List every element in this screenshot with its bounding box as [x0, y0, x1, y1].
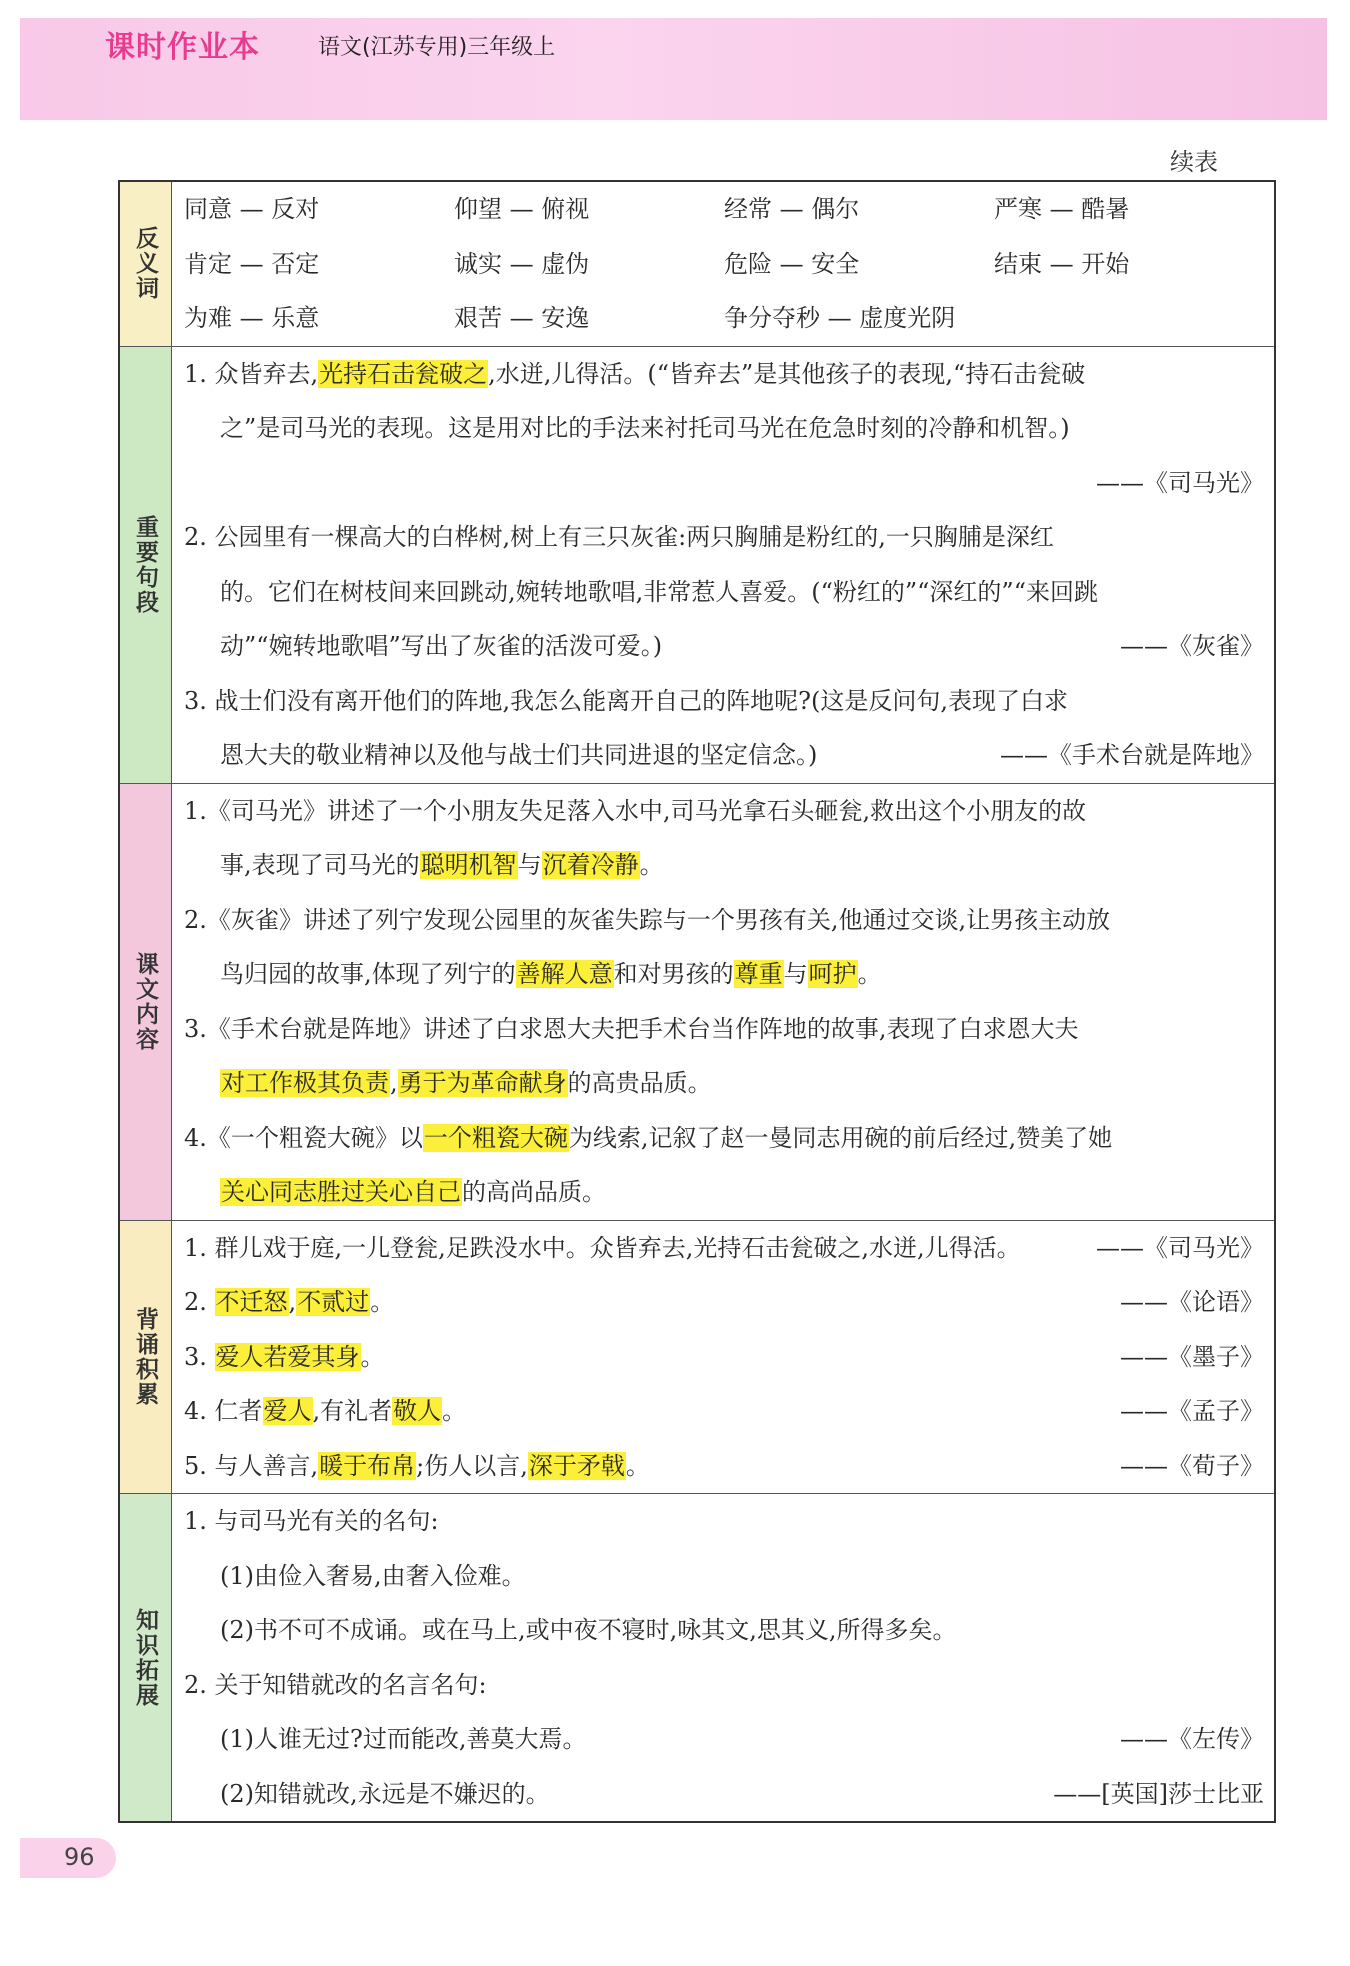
- highlight-text: 聪明机智: [420, 851, 517, 879]
- text: 1. 群儿戏于庭,一儿登瓮,足跌没水中。众皆弃去,光持石击瓮破之,水迸,儿得活。: [184, 1233, 1021, 1262]
- antonym-pair: 艰苦 — 安逸: [454, 304, 590, 332]
- sentence-line: [184, 728, 1264, 783]
- highlight-text: 沉着冷静: [542, 851, 639, 879]
- text: 2.: [184, 1288, 207, 1316]
- texts-row: [120, 784, 1274, 1221]
- sentence-line: 2. 公园里有一棵高大的白桦树,树上有三只灰雀:两只胸脯是粉红的,一只胸脯是深红: [184, 523, 1054, 551]
- sentence-line: [184, 619, 1264, 674]
- highlight-text: 勇于为革命献身: [398, 1069, 567, 1097]
- sentence-line: [184, 347, 1264, 402]
- text: 4.《一个粗瓷大碗》以: [184, 1123, 423, 1152]
- antonym-pair: 为难 — 乐意: [184, 304, 320, 332]
- category-label: 重要句段: [132, 514, 158, 615]
- highlight-text: 尊重: [734, 960, 783, 988]
- category-label: 背诵积累: [132, 1306, 158, 1407]
- text: 。: [360, 1342, 385, 1371]
- antonym-pair: 同意 — 反对: [184, 195, 320, 223]
- antonym-pair: 危险 — 安全: [724, 249, 860, 278]
- text: (1)人谁无过?过而能改,善莫大焉。: [220, 1725, 587, 1753]
- antonym-pair: 结束 — 开始: [994, 249, 1130, 278]
- highlight-text: 敬人: [393, 1397, 442, 1425]
- sentence-line: 的。它们在树枝间来回跳动,婉转地歌唱,非常惹人喜爱。(“粉红的”“深红的”“来回跳: [220, 577, 1098, 606]
- text: 。: [639, 851, 664, 879]
- extension-line: (1)由俭入奢易,由奢入俭难。: [220, 1561, 526, 1590]
- text: 与: [783, 960, 808, 988]
- antonyms-row: [120, 182, 1274, 347]
- text: 事,表现了司马光的: [220, 851, 420, 879]
- source-text: ——《灰雀》: [1120, 632, 1264, 660]
- highlight-text: 关心同志胜过关心自己: [221, 1178, 461, 1206]
- text: 。: [857, 960, 882, 988]
- text: ,有礼者: [312, 1397, 393, 1425]
- recite-line: [184, 1384, 1264, 1439]
- text: 的高贵品质。: [567, 1069, 712, 1097]
- text-line: 2.《灰雀》讲述了列宁发现公园里的灰雀失踪与一个男孩有关,他通过交谈,让男孩主动放: [184, 905, 1111, 934]
- extension-line: [184, 1767, 1264, 1822]
- recite-line: [184, 1330, 1264, 1385]
- antonym-pair: 严寒 — 酷暑: [994, 195, 1130, 223]
- category-label: 知识拓展: [132, 1607, 158, 1708]
- highlight-text: 一个粗瓷大碗: [423, 1123, 568, 1152]
- continued-label: 续表: [1170, 148, 1218, 176]
- category-cell: [120, 1221, 172, 1494]
- text: ,: [288, 1288, 297, 1316]
- text: 恩大夫的敬业精神以及他与战士们共同进退的坚定信念。): [220, 741, 818, 769]
- sentence-line: 之”是司马光的表现。这是用对比的手法来衬托司马光在危急时刻的冷静和机智。): [220, 414, 1070, 442]
- highlight-text: 深于矛戟: [528, 1451, 625, 1480]
- text-line: 3.《手术台就是阵地》讲述了白求恩大夫把手术台当作阵地的故事,表现了白求恩大夫: [184, 1014, 1079, 1043]
- source-text: ——《司马光》: [1096, 1233, 1264, 1262]
- text: 动”“婉转地歌唱”写出了灰雀的活泼可爱。): [220, 632, 663, 660]
- text: 1. 众皆弃去,: [184, 359, 319, 388]
- category-label: 反义词: [132, 226, 158, 302]
- text-line: [184, 1111, 1264, 1166]
- source-text: ——《左传》: [1120, 1725, 1264, 1753]
- text: ,: [390, 1069, 398, 1097]
- text: 的高尚品质。: [462, 1178, 606, 1206]
- text: 4. 仁者: [184, 1397, 263, 1425]
- text: 3.: [184, 1342, 207, 1371]
- category-cell: [120, 182, 172, 346]
- page-number: 96: [64, 1843, 95, 1871]
- category-cell: [120, 1494, 172, 1821]
- text: 。: [370, 1288, 395, 1316]
- recite-line: [184, 1275, 1264, 1330]
- text-line: [184, 1056, 1264, 1111]
- highlight-text: 不迁怒: [215, 1288, 288, 1316]
- antonym-pair: 诚实 — 虚伪: [454, 249, 590, 278]
- source-text: ——《论语》: [1120, 1288, 1264, 1316]
- highlight-text: 对工作极其负责: [221, 1069, 389, 1097]
- source-text: ——《手术台就是阵地》: [1000, 741, 1264, 769]
- antonym-pair: 经常 — 偶尔: [724, 195, 860, 223]
- highlight-text: 不贰过: [297, 1288, 370, 1316]
- brand-title: 课时作业本: [105, 30, 260, 65]
- text: 为线索,记叙了赵一曼同志用碗的前后经过,赞美了她: [568, 1123, 1113, 1152]
- highlight-text: 呵护: [808, 960, 857, 988]
- extension-line: [184, 1712, 1264, 1767]
- antonym-pair: 争分夺秒 — 虚度光阴: [724, 304, 956, 332]
- source-text: ——《墨子》: [1120, 1342, 1264, 1371]
- highlight-text: 爱人: [263, 1397, 312, 1425]
- category-cell: [120, 784, 172, 1220]
- text: 鸟归园的故事,体现了列宁的: [220, 960, 516, 988]
- source-text: ——《荀子》: [1120, 1451, 1264, 1480]
- highlight-text: 善解人意: [516, 960, 613, 988]
- text-line: [184, 947, 1264, 1002]
- text-line: 1.《司马光》讲述了一个小朋友失足落入水中,司马光拿石头砸瓮,救出这个小朋友的故: [184, 796, 1087, 825]
- sentences-row: [120, 347, 1274, 784]
- summary-table: [118, 180, 1276, 1823]
- source-text: ——《孟子》: [1120, 1397, 1264, 1425]
- antonym-grid: [184, 182, 1264, 346]
- extension-line: (2)书不可不成诵。或在马上,或中夜不寝时,咏其文,思其义,所得多矣。: [220, 1616, 957, 1644]
- recite-line: [184, 1439, 1264, 1494]
- text: ;伤人以言,: [416, 1451, 528, 1480]
- text-line: [184, 1165, 1264, 1220]
- source-line: ——《司马光》: [1096, 468, 1264, 497]
- category-label: 课文内容: [132, 951, 158, 1052]
- text: 与: [517, 851, 542, 879]
- sentence-line: 3. 战士们没有离开他们的阵地,我怎么能离开自己的阵地呢?(这是反问句,表现了白求: [184, 686, 1069, 715]
- text: 5. 与人善言,: [184, 1451, 319, 1480]
- highlight-text: 暖于布帛: [319, 1451, 416, 1480]
- recite-row: [120, 1221, 1274, 1495]
- highlight-text: 爱人若爱其身: [215, 1342, 360, 1371]
- extension-line: 1. 与司马光有关的名句:: [184, 1507, 439, 1535]
- recite-line: [184, 1221, 1264, 1276]
- source-text: ——[英国]莎士比亚: [1053, 1779, 1264, 1808]
- text-line: [184, 838, 1264, 893]
- text: ,水迸,儿得活。(“皆弃去”是其他孩子的表现,“持石击瓮破: [488, 359, 1086, 388]
- text: 。: [442, 1397, 467, 1425]
- antonym-pair: 肯定 — 否定: [184, 249, 320, 278]
- extension-line: 2. 关于知错就改的名言名句:: [184, 1670, 487, 1699]
- extension-row: [120, 1494, 1274, 1821]
- text: (2)知错就改,永远是不嫌迟的。: [220, 1779, 550, 1808]
- text: 和对男孩的: [613, 960, 734, 988]
- antonym-pair: 仰望 — 俯视: [454, 195, 590, 223]
- category-cell: [120, 347, 172, 783]
- book-subject: 语文(江苏专用)三年级上: [318, 35, 556, 60]
- highlight-text: 光持石击瓮破之: [319, 359, 488, 388]
- text: 。: [625, 1451, 650, 1480]
